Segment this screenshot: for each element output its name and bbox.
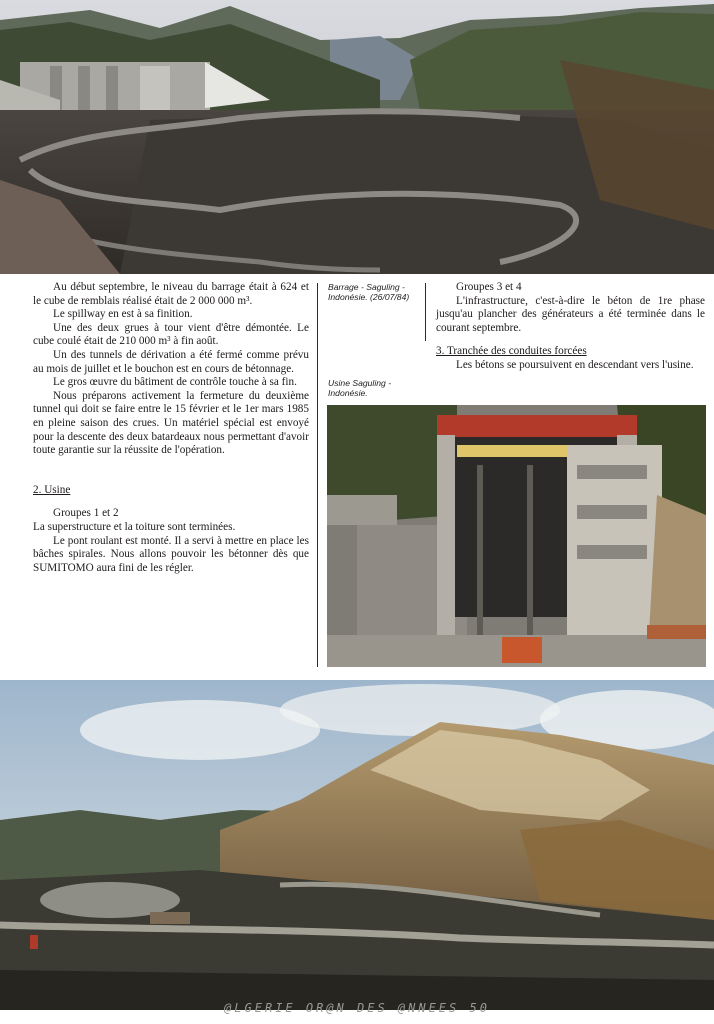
left-text-column	[33, 281, 309, 575]
power-plant-photo	[327, 405, 706, 667]
section-heading-tranchee: 3. Tranchée des conduites forcées	[436, 345, 587, 358]
caption-divider	[425, 283, 426, 341]
watermark-text: @LGERIE OR@N DES @NNEES 50	[224, 1001, 490, 1015]
dam-construction-photo	[0, 0, 714, 274]
paragraph-spillway: Le spillway en est à sa finition.	[53, 308, 193, 321]
paragraph-infrastructure: L'infrastructure, c'est-à-dire le béton de 1re phase jusqu'au plancher des générateurs a été terminée dans le courant septembre.	[436, 294, 705, 334]
paragraph-second-tunnel: Nous préparons activement la fermeture du deuxième tunnel qui doit se faire entre le 15 février et le 1er mars 1985 en pleine saison des crues. Un matériel spécial est envoyé pour la descente des deux batardeaux nous permettant d'avoir toute garantie sur la réussite de l'opération.	[33, 389, 309, 457]
subheading-groupes-1-2: Groupes 1 et 2	[53, 507, 119, 520]
paragraph-pont-roulant: Le pont roulant est monté. Il a servi à mettre en place les bâches spirales. Nous allons pouvoir les bétonner dès que SUMITOMO aura fini de les régler.	[33, 534, 309, 574]
right-text-column	[436, 281, 705, 373]
column-divider	[317, 283, 318, 667]
paragraph-superstructure: La superstructure et la toiture sont terminées.	[33, 520, 236, 533]
paragraph-tunnel: Un des tunnels de dérivation a été fermé comme prévu au mois de juillet et le bouchon est en cours de bétonnage.	[33, 348, 309, 375]
paragraph-betons: Les bétons se poursuivent en descendant vers l'usine.	[456, 358, 694, 371]
section-heading-usine: 2. Usine	[33, 483, 71, 496]
paragraph-control-building: Le gros œuvre du bâtiment de contrôle touche à sa fin.	[53, 376, 297, 389]
excavation-landscape-photo	[0, 680, 714, 1010]
paragraph-cranes: Une des deux grues à tour vient d'être démontée. Le cube coulé était de 210 000 m³ à fin août.	[33, 321, 309, 348]
caption-usine: Usine Saguling - Indonésie.	[328, 378, 392, 399]
paragraph-dam-level: Au début septembre, le niveau du barrage était à 624 et le cube de remblais réalisé était de 2 000 000 m³.	[33, 281, 309, 307]
subheading-groupes-3-4: Groupes 3 et 4	[456, 281, 522, 293]
caption-barrage: Barrage - Saguling - Indonésie. (26/07/84)	[328, 282, 410, 303]
